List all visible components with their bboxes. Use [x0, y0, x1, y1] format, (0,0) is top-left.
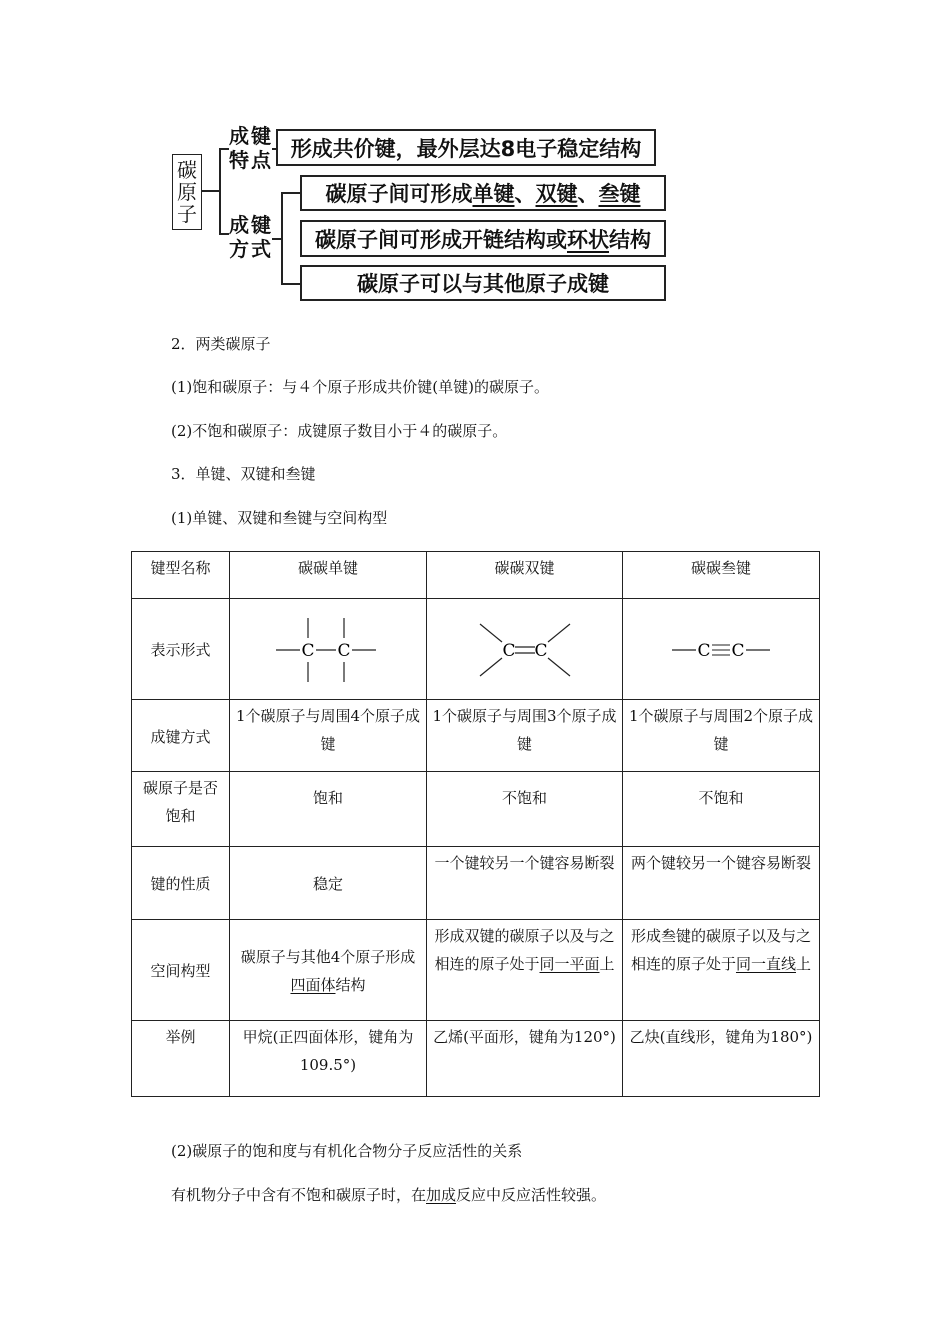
table-row — [132, 700, 820, 772]
table-cell: 成键方式 — [132, 700, 230, 772]
table-row — [132, 772, 820, 847]
table-cell: 碳原子与其他4个原子形成四面体结构 — [230, 920, 427, 1021]
table-row — [132, 599, 820, 700]
triple-bond-formula — [628, 670, 629, 671]
table-cell: 不饱和 — [623, 772, 820, 847]
triple-bond-cell — [623, 599, 820, 700]
double-bond-structure — [470, 610, 580, 690]
table-cell: 乙烯(平面形，键角为120°) — [427, 1021, 623, 1097]
table-cell: 饱和 — [230, 772, 427, 847]
table-row — [132, 847, 820, 920]
single-bond-cell — [230, 599, 427, 700]
branch-label-features: 成键 特点 — [229, 124, 273, 172]
double-bond-formula — [432, 690, 433, 691]
table-cell: 碳碳双键 — [427, 552, 623, 599]
section3-conclusion: 有机物分子中含有不饱和碳原子时，在加成反应中反应活性较强。 — [171, 1186, 607, 1204]
table-cell: 1个碳原子与周围3个原子成键 — [427, 700, 623, 772]
connector — [219, 148, 229, 150]
connector — [202, 190, 220, 192]
table-cell: 碳碳叁键 — [623, 552, 820, 599]
table-cell: 两个键较另一个键容易断裂 — [623, 847, 820, 920]
table-cell: 稳定 — [230, 847, 427, 920]
table-row — [132, 552, 820, 599]
feature-box: 形成共价键，最外层达8电子稳定结构 — [276, 129, 656, 166]
table-cell: 甲烷(正四面体形，键角为109.5°) — [230, 1021, 427, 1097]
table-cell: 不饱和 — [427, 772, 623, 847]
root-box — [172, 154, 202, 230]
single-bond-formula — [235, 690, 236, 691]
table-cell: 1个碳原子与周围4个原子成键 — [230, 700, 427, 772]
table-cell: 1个碳原子与周围2个原子成键 — [623, 700, 820, 772]
table-row — [132, 1021, 820, 1097]
table-row — [132, 920, 820, 1021]
table-cell: 乙炔(直线形，键角为180°) — [623, 1021, 820, 1097]
connector — [219, 148, 221, 234]
root-label: 碳原子 — [177, 158, 197, 226]
table-cell: 一个键较另一个键容易断裂 — [427, 847, 623, 920]
table-cell: 键的性质 — [132, 847, 230, 920]
connector — [219, 233, 229, 235]
chain-ring-box: 碳原子间可形成开链结构或 环状 结构 — [300, 220, 666, 257]
other-atoms-box: 碳原子可以与其他原子成键 — [300, 265, 666, 301]
triple-bond-structure — [666, 630, 776, 670]
connector — [281, 192, 283, 284]
table-cell: 空间构型 — [132, 920, 230, 1021]
svg-text:C: C — [731, 641, 745, 661]
section2-heading: 2．两类碳原子 — [171, 335, 271, 353]
branch-label-methods: 成键 方式 — [229, 213, 273, 261]
connector — [281, 192, 301, 194]
section2-item1: (1)饱和碳原子：与４个原子形成共价键(单键)的碳原子。 — [171, 378, 549, 396]
svg-text:C: C — [337, 641, 351, 661]
bond-table — [131, 551, 820, 1097]
single-bond-structure — [268, 610, 388, 690]
bond-types-box: 碳原子间可形成 单键 、 双键 、 叁键 — [300, 175, 666, 211]
table-cell: 表示形式 — [132, 599, 230, 700]
svg-text:C: C — [501, 641, 516, 661]
svg-text:C: C — [697, 641, 711, 661]
table-cell: 碳原子是否饱和 — [132, 772, 230, 847]
table-cell: 举例 — [132, 1021, 230, 1097]
section3-heading: 3．单键、双键和叁键 — [171, 465, 316, 483]
svg-text:C: C — [533, 641, 548, 661]
table-cell: 碳碳单键 — [230, 552, 427, 599]
table-cell: 键型名称 — [132, 552, 230, 599]
section2-item2: (2)不饱和碳原子：成键原子数目小于４的碳原子。 — [171, 422, 508, 440]
table-cell: 形成叁键的碳原子以及与之相连的原子处于同一直线上 — [623, 920, 820, 1021]
connector — [281, 283, 301, 285]
svg-text:C: C — [301, 641, 315, 661]
section3-sub1: (1)单键、双键和叁键与空间构型 — [171, 509, 388, 527]
double-bond-cell — [427, 599, 623, 700]
table-cell: 形成双键的碳原子以及与之相连的原子处于同一平面上 — [427, 920, 623, 1021]
section3-sub2: (2)碳原子的饱和度与有机化合物分子反应活性的关系 — [171, 1142, 523, 1160]
